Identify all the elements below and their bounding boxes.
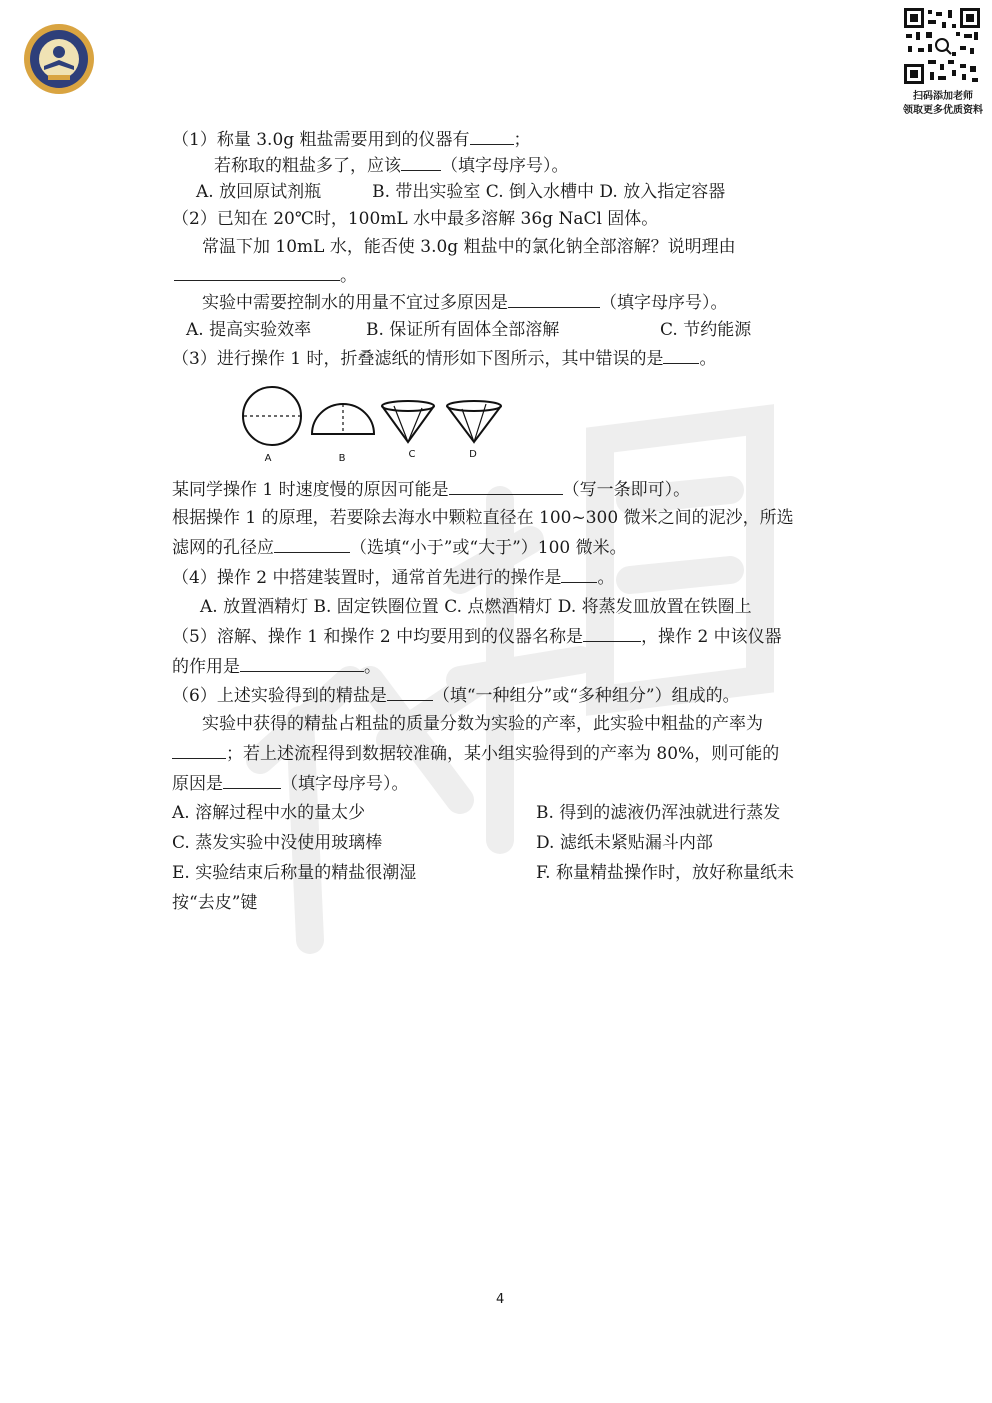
q1-text-2: 若称取的粗盐多了，应该 xyxy=(214,156,401,176)
q6-option-f-continued: 按“去皮”键 xyxy=(172,893,258,913)
q3-line-1 xyxy=(172,347,716,370)
qr-block xyxy=(898,8,988,118)
q6-line-3 xyxy=(172,742,779,765)
q6-text-4-end: （填字母序号）。 xyxy=(281,774,409,794)
q2-line-3 xyxy=(174,264,357,287)
q2-reason-blank[interactable] xyxy=(174,264,340,281)
q3-answer-blank-3[interactable] xyxy=(274,536,350,553)
q5-line-1 xyxy=(172,625,782,648)
q1-line-2 xyxy=(214,154,569,177)
q6-text-4: 原因是 xyxy=(172,774,223,794)
q2-answer-blank[interactable] xyxy=(508,291,600,308)
q5-text-2: 的作用是 xyxy=(172,657,240,677)
school-logo xyxy=(22,22,96,96)
q3-text-4-end: （选填“小于”或“大于”）100 微米。 xyxy=(350,538,627,558)
q3-line-3: 根据操作 1 的原理，若要除去海水中颗粒直径在 100~300 微米之间的泥沙，所选 xyxy=(172,508,794,528)
q5-answer-blank-1[interactable] xyxy=(583,625,641,642)
q4-text-1-end: 。 xyxy=(597,568,615,588)
q3-answer-blank-2[interactable] xyxy=(449,478,563,495)
q6-line-2: 实验中获得的精盐占粗盐的质量分数为实验的产率，此实验中粗盐的产率为 xyxy=(202,714,763,734)
q6-option-f: F. 称量精盐操作时，放好称量纸未 xyxy=(536,863,794,883)
q6-option-e: E. 实验结束后称量的精盐很潮湿 xyxy=(172,863,417,883)
figure-c-shape xyxy=(382,401,434,411)
q1-options: A. 放回原试剂瓶 B. 带出实验室 C. 倒入水槽中 D. 放入指定容器 xyxy=(196,182,726,202)
q2-option-c: C. 节约能源 xyxy=(660,320,752,340)
q1-text-2-end: （填字母序号）。 xyxy=(441,156,569,176)
figure-label-d: D xyxy=(469,449,477,460)
q1-answer-blank-1[interactable] xyxy=(470,128,514,145)
figure-label-a: A xyxy=(264,453,272,464)
q5-text-2-end: 。 xyxy=(364,657,381,677)
q1-text: （1）称量 3.0g 粗盐需要用到的仪器有 xyxy=(172,130,470,150)
q6-text-3: ；若上述流程得到数据较准确，某小组实验得到的产率为 80%，则可能的 xyxy=(226,744,780,764)
q6-line-1 xyxy=(172,684,740,707)
q6-text-1-end: （填“一种组分”或“多种组分”）组成的。 xyxy=(432,686,740,706)
q3-answer-blank-1[interactable] xyxy=(663,347,699,364)
q3-text-4: 滤网的孔径应 xyxy=(172,538,274,558)
q6-answer-blank-1[interactable] xyxy=(387,684,433,701)
q6-option-b: B. 得到的滤液仍浑浊就进行蒸发 xyxy=(536,803,781,823)
q3-line-4 xyxy=(172,536,627,559)
q6-answer-blank-3[interactable] xyxy=(223,772,281,789)
figure-label-c: C xyxy=(408,449,416,460)
q4-options: A. 放置酒精灯 B. 固定铁圈位置 C. 点燃酒精灯 D. 将蒸发皿放置在铁圈上 xyxy=(200,597,752,617)
q2-text-4: 实验中需要控制水的用量不宜过多原因是 xyxy=(202,293,508,313)
q1-answer-blank-2[interactable] xyxy=(401,154,441,171)
q2-line-3-end: 。 xyxy=(340,266,357,286)
qr-caption-1: 扫码添加老师 xyxy=(913,91,973,102)
figure-d-shape xyxy=(447,401,501,411)
qr-caption-2: 领取更多优质资料 xyxy=(903,105,983,116)
q6-answer-blank-2[interactable] xyxy=(172,742,226,759)
figure-label-b: B xyxy=(338,453,346,464)
page-number: 4 xyxy=(496,1292,505,1307)
q3-text-1-end: 。 xyxy=(699,349,717,369)
q3-text-2-end: （写一条即可）。 xyxy=(562,480,691,500)
q4-answer-blank[interactable] xyxy=(561,566,597,583)
q4-line-1 xyxy=(172,566,614,589)
q2-option-a: A. 提高实验效率 xyxy=(186,320,312,340)
q6-text-1: （6）上述实验得到的精盐是 xyxy=(172,686,387,706)
q2-line-2: 常温下加 10mL 水，能否使 3.0g 粗盐中的氯化钠全部溶解？说明理由 xyxy=(202,237,736,257)
q6-option-d: D. 滤纸未紧贴漏斗内部 xyxy=(536,833,713,853)
q4-text-1: （4）操作 2 中搭建装置时，通常首先进行的操作是 xyxy=(172,568,562,588)
q2-text-4-end: （填字母序号）。 xyxy=(600,293,728,313)
q3-text-2: 某同学操作 1 时速度慢的原因可能是 xyxy=(172,480,449,500)
q6-option-a: A. 溶解过程中水的量太少 xyxy=(172,803,366,823)
q1-line-1 xyxy=(172,128,531,151)
q2-line-1: （2）已知在 20℃时，100mL 水中最多溶解 36g NaCl 固体。 xyxy=(172,209,659,229)
q3-line-2 xyxy=(172,478,690,501)
q5-text-1-end: ，操作 2 中该仪器 xyxy=(641,627,782,647)
q2-option-b: B. 保证所有固体全部溶解 xyxy=(366,320,560,340)
q6-line-4 xyxy=(172,772,409,795)
q2-line-4 xyxy=(202,291,728,314)
q5-text-1: （5）溶解、操作 1 和操作 2 中均要用到的仪器名称是 xyxy=(172,627,584,647)
qr-code[interactable] xyxy=(904,8,980,84)
filter-paper-figure xyxy=(236,382,516,466)
q3-text-1: （3）进行操作 1 时，折叠滤纸的情形如下图所示，其中错误的是 xyxy=(172,349,664,369)
q6-option-c: C. 蒸发实验中没使用玻璃棒 xyxy=(172,833,383,853)
q5-answer-blank-2[interactable] xyxy=(240,655,364,672)
q5-line-2 xyxy=(172,655,381,678)
q1-text-end: ； xyxy=(513,130,531,150)
